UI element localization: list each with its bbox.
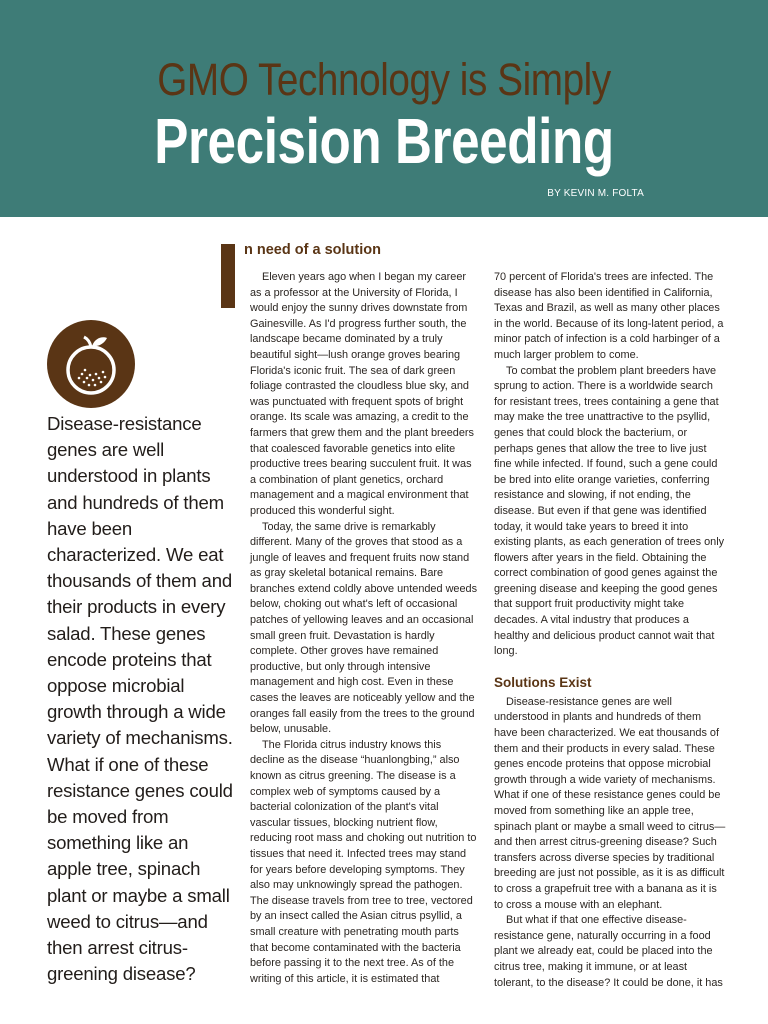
paragraph: 70 percent of Florida's trees are infected. The disease has also been identified in California, Texas and Brazil, as well as many other places in the world. Because of its long-latent period, a minor patch of infection is a cold harbinger of a much larger problem to come. bbox=[494, 271, 724, 361]
paragraph: Today, the same drive is remarkably different. Many of the groves that stood as a jungle of leaves and frequent fruits now stand as gray skeletal botanical remains. Bare branches extend coldly above untended weeds below, choking out what's left of occasional patches of yellowing leaves and an occasional small green fruit. Devastation is hardly complete. Other groves have remained productive, but only through intensive management and high cost. Even in these cases the leaves are noticeably yellow and the oranges fall easily from the trees to the ground below, unusable. bbox=[250, 520, 478, 736]
article-column-2 bbox=[494, 270, 726, 991]
section-heading-need-of-solution: n need of a solution bbox=[244, 242, 381, 258]
paragraph: Disease-resistance genes are well understood in plants and hundreds of them have been characterized. We eat thousands of them and their products in every salad. These genes encode proteins that oppose microbial growth through a wide variety of mechanisms. What if one of these resistance genes could be moved from something like an apple tree, spinach plant or maybe a small weed to citrus—and then arrest citrus-greening disease? Such transfers across diverse species by traditional breeding are just not possible, as it is as difficult to cross a grapefruit tree with a banana as it is to cross a mouse with an elephant. bbox=[494, 695, 726, 911]
drop-cap-i bbox=[221, 244, 235, 308]
section-heading-solutions-exist: Solutions Exist bbox=[494, 674, 592, 690]
paragraph: But what if that one effective disease-resistance gene, naturally occurring in a food plant we already eat, could be placed into the citrus tree, making it immune, or at least tolerant, to the disease? It could be done, it has bbox=[494, 914, 723, 989]
byline: BY KEVIN M. FOLTA bbox=[547, 188, 644, 199]
title-line-2: Precision Breeding bbox=[154, 105, 614, 177]
title-banner bbox=[0, 0, 768, 217]
paragraph: To combat the problem plant breeders have sprung to action. There is a worldwide search for resistant trees, trees containing a gene that may make the tree unattractive to the psyllid, genes that could block the bacterium, or perhaps genes that allow the tree to live just fine while infected. If found, such a gene could be bred into elite orange varieties, conferring resistance and slowing, if not ending, the disease. But even if that gene was identified today, it would take years to breed it into existing plants, as each generation of trees only flowers after years in the field. Obtaining the correct combination of good genes against the greening disease and keeping the good genes that support fruit productivity might take decades. A vital industry that produces a healthy and delicious product cannot wait that long. bbox=[494, 364, 725, 658]
paragraph: The Florida citrus industry knows this decline as the disease “huanlongbing,” also known as citrus greening. The disease is a complex web of symptoms caused by a bacterial colonization of the plant's vital vascular tissues, blocking nutrient flow, reducing root mass and choking out nutrition to tissues that need it. Infected trees may stand for years before developing symptoms. They also may unknowingly spread the pathogen. The disease travels from tree to tree, vectored by an insect called the Asian citrus psyllid, a small creature with penetrating mouth parts that become contaminated with the bacteria before passing it to the next tree. As of the writing of this article, it is estimated that bbox=[250, 738, 477, 985]
title-line-1: GMO Technology is Simply bbox=[157, 54, 611, 105]
article-column-1 bbox=[250, 270, 478, 987]
paragraph: Eleven years ago when I began my career as a professor at the University of Florida, I would enjoy the sunny drives downstate from Gainesville. As I'd progress further south, the landscape became dominated by a truly beautiful sight—lush orange groves bearing Florida's iconic fruit. The sea of dark green foliage contrasted the cloudless blue sky, and was punctuated with frequent spots of bright orange. Its scale was amazing, a credit to the farmers that grew them and the plant breeders that coalesced favorable genetics into elite productive trees bearing succulent fruit. It was a combination of plant genetics, orchard management and a magical environment that produced this wonderful sight. bbox=[250, 271, 474, 517]
pull-quote: Disease-resistance genes are well understood in plants and hundreds of them have been characterized. We eat thousands of them and their products in every salad. These genes encode proteins that oppose microbial growth through a wide variety of mechanisms. What if one of these resistance genes could be moved from something like an apple tree, spinach plant or maybe a small weed to citrus—and then arrest citrus-greening disease? bbox=[47, 413, 233, 985]
orange-fruit-icon bbox=[47, 320, 135, 408]
